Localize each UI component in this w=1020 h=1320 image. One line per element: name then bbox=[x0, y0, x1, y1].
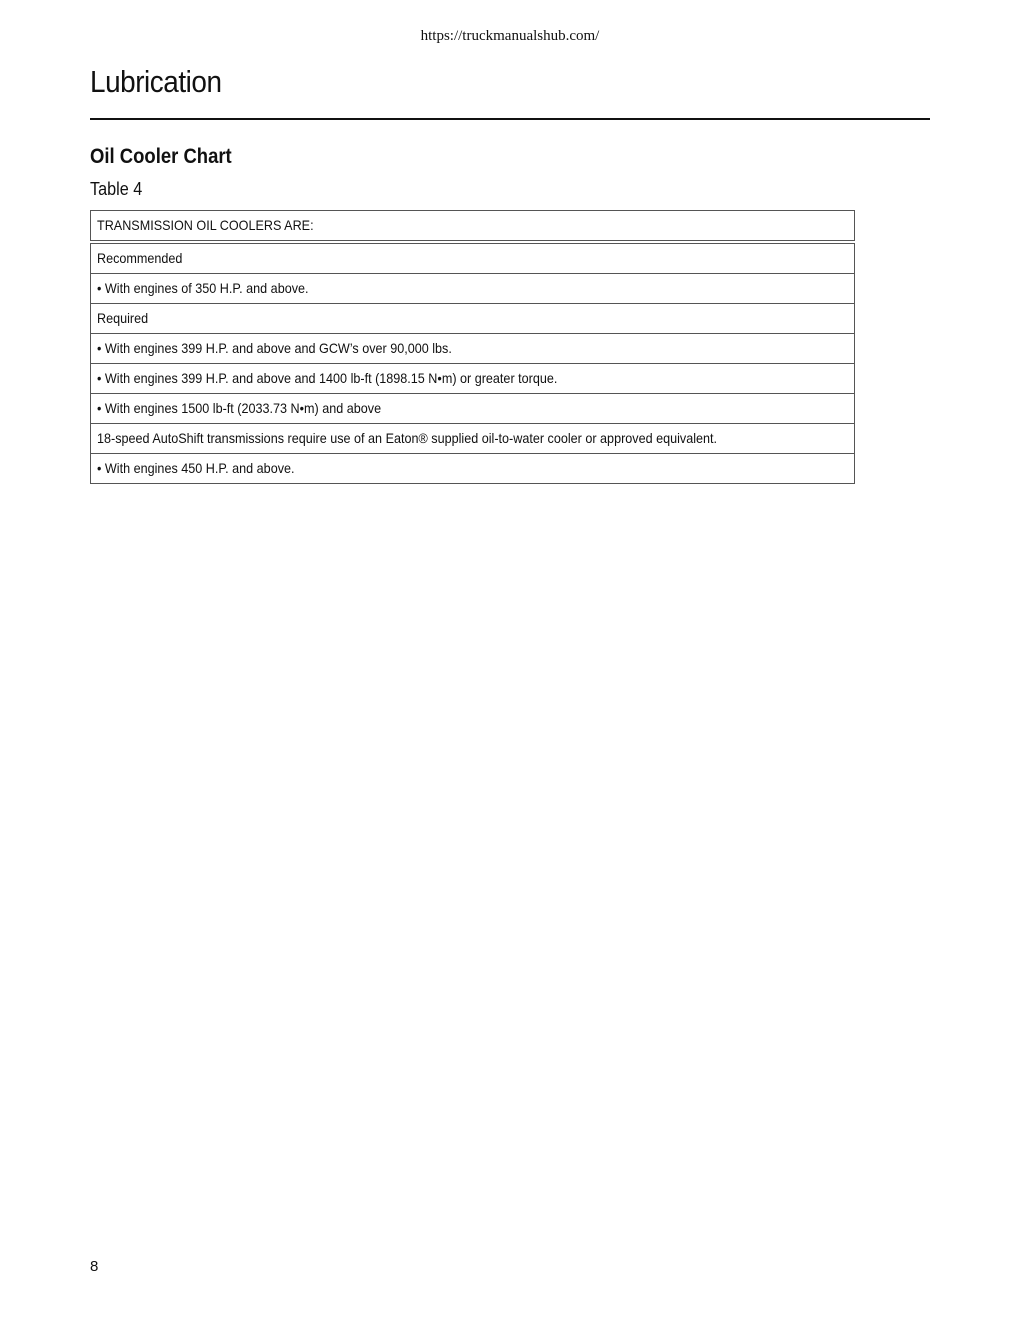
table-cell-text: • With engines 1500 lb-ft (2033.73 N•m) and above bbox=[97, 400, 382, 416]
table-cell bbox=[91, 334, 855, 364]
table-caption: Table 4 bbox=[90, 179, 143, 199]
table-row bbox=[91, 454, 855, 484]
table-cell-text: • With engines 399 H.P. and above and 1400 lb-ft (1898.15 N•m) or greater torque. bbox=[97, 370, 558, 386]
table-header-row bbox=[91, 211, 855, 243]
table-cell bbox=[91, 424, 855, 454]
table-row bbox=[91, 304, 855, 334]
subsection-title: Oil Cooler Chart bbox=[90, 145, 232, 168]
table-cell bbox=[91, 364, 855, 394]
section-divider bbox=[90, 118, 930, 120]
table-cell-text: • With engines 399 H.P. and above and GCW’s over 90,000 lbs. bbox=[97, 340, 452, 356]
table-row bbox=[91, 242, 855, 274]
source-url-header: https://truckmanualshub.com/ bbox=[420, 28, 600, 44]
table-cell bbox=[91, 242, 855, 274]
table-header-cell bbox=[91, 211, 855, 243]
table-row bbox=[91, 274, 855, 304]
oil-cooler-table bbox=[90, 210, 855, 484]
page-number: 8 bbox=[90, 1258, 99, 1275]
table-cell-text: Recommended bbox=[97, 250, 183, 266]
table-cell-text: Required bbox=[97, 310, 149, 326]
table-cell-text: 18-speed AutoShift transmissions require use of an Eaton® supplied oil-to-water cooler or approved equivalent. bbox=[97, 430, 718, 446]
table-cell bbox=[91, 394, 855, 424]
table-cell-text: • With engines 450 H.P. and above. bbox=[97, 460, 295, 476]
table-cell bbox=[91, 274, 855, 304]
table-row bbox=[91, 394, 855, 424]
table-cell bbox=[91, 304, 855, 334]
table-row bbox=[91, 364, 855, 394]
table-row bbox=[91, 424, 855, 454]
table-cell bbox=[91, 454, 855, 484]
table-cell-text: • With engines of 350 H.P. and above. bbox=[97, 280, 309, 296]
section-title: Lubrication bbox=[90, 64, 222, 99]
table-row bbox=[91, 334, 855, 364]
table-header-text: TRANSMISSION OIL COOLERS ARE: bbox=[97, 217, 314, 233]
